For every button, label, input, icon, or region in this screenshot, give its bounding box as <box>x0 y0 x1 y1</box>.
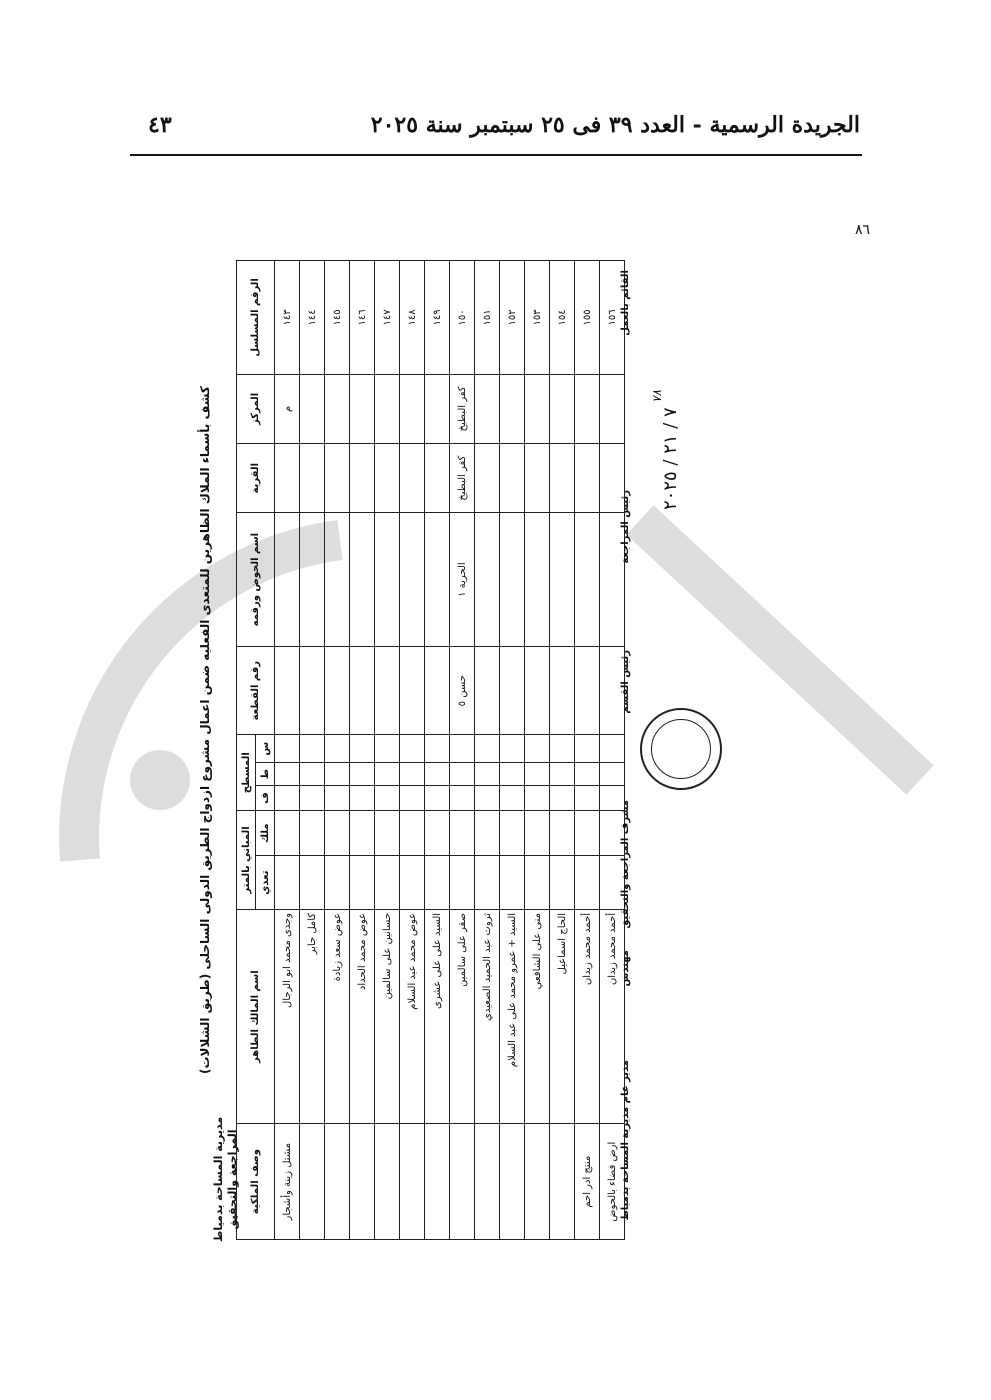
cell-building-own <box>475 811 500 856</box>
cell-property <box>300 1124 325 1240</box>
cell-building-encroach <box>425 856 450 910</box>
cell-area-t <box>575 763 600 786</box>
cell-serial: ١٥٥ <box>575 261 600 375</box>
table-row <box>500 261 525 1240</box>
cell-area-s <box>575 735 600 763</box>
cell-area-s <box>475 735 500 763</box>
col-markaz: المركز <box>237 374 275 443</box>
cell-owner: عوض محمد الحداد <box>350 909 375 1123</box>
cell-markaz <box>425 374 450 443</box>
table-row <box>275 261 300 1240</box>
cell-area-f <box>575 786 600 811</box>
table-row <box>475 261 500 1240</box>
col-area-f: ف <box>256 786 275 811</box>
cell-parcel <box>525 646 550 734</box>
cell-building-encroach <box>525 856 550 910</box>
cell-area-t <box>500 763 525 786</box>
cell-building-own <box>350 811 375 856</box>
ownership-table <box>236 260 625 1240</box>
cell-building-own <box>375 811 400 856</box>
cell-owner: عوض محمد عبد السلام <box>400 909 425 1123</box>
cell-markaz: م <box>275 374 300 443</box>
cell-owner: أحمد محمد زيدان <box>575 909 600 1123</box>
cell-area-f <box>275 786 300 811</box>
cell-building-encroach <box>550 856 575 910</box>
cell-markaz <box>500 374 525 443</box>
cell-parcel <box>350 646 375 734</box>
header-rule <box>130 154 862 156</box>
cell-parcel <box>325 646 350 734</box>
cell-parcel <box>550 646 575 734</box>
cell-basin <box>375 513 400 647</box>
cell-property: ارض فضاء بالحوض <box>600 1124 625 1240</box>
cell-basin <box>350 513 375 647</box>
cell-serial: ١٥٢ <box>500 261 525 375</box>
cell-parcel: حسن ٥ <box>450 646 475 734</box>
sig-supervisor-label: مشرف المراجعة والتحقيق <box>620 800 631 929</box>
table-row <box>525 261 550 1240</box>
cell-parcel <box>425 646 450 734</box>
cell-building-own <box>550 811 575 856</box>
sig-engineer-label: رئيس القسم <box>620 650 631 714</box>
col-parcel: رقم القطعة <box>237 646 275 734</box>
cell-owner: عوض سعد زيادة <box>325 909 350 1123</box>
cell-markaz <box>325 374 350 443</box>
cell-property <box>400 1124 425 1240</box>
cell-serial: ١٤٥ <box>325 261 350 375</box>
table-row <box>350 261 375 1240</box>
cell-village <box>350 444 375 513</box>
cell-parcel <box>500 646 525 734</box>
cell-area-t <box>325 763 350 786</box>
table-row <box>550 261 575 1240</box>
cell-property <box>450 1124 475 1240</box>
sig-mark-78: ٧٨ <box>650 390 664 403</box>
cell-building-encroach <box>275 856 300 910</box>
cell-parcel <box>300 646 325 734</box>
cell-owner: وجدى محمد ابو الرجال <box>275 909 300 1123</box>
cell-serial: ١٤٩ <box>425 261 450 375</box>
cell-area-t <box>525 763 550 786</box>
cell-owner: أحمد محمد زيدان <box>600 909 625 1123</box>
cell-markaz <box>350 374 375 443</box>
col-area: المسطح <box>237 735 256 811</box>
table-row <box>425 261 450 1240</box>
cell-serial: ١٤٧ <box>375 261 400 375</box>
cell-area-f <box>325 786 350 811</box>
cell-village <box>325 444 350 513</box>
cell-owner: الحاج اسماعيل <box>550 909 575 1123</box>
cell-area-s <box>450 735 475 763</box>
cell-building-own <box>425 811 450 856</box>
cell-markaz <box>300 374 325 443</box>
cell-property <box>475 1124 500 1240</box>
cell-village <box>400 444 425 513</box>
cell-serial: ١٤٤ <box>300 261 325 375</box>
col-building: المباني بالمتر <box>237 811 256 910</box>
cell-building-own <box>300 811 325 856</box>
table-row <box>300 261 325 1240</box>
cell-area-s <box>400 735 425 763</box>
gazette-title: الجريدة الرسمية - العدد ٣٩ فى ٢٥ سبتمبر سنة ٢٠٢٥ <box>370 112 860 138</box>
cell-basin <box>575 513 600 647</box>
table-body <box>275 261 625 1240</box>
cell-area-f <box>525 786 550 811</box>
cell-markaz <box>375 374 400 443</box>
cell-basin: الحرية ١ <box>450 513 475 647</box>
signature-area <box>620 260 770 1240</box>
cell-serial: ١٥٠ <box>450 261 475 375</box>
cell-owner: السيد + عمرو محمد على عبد السلام <box>500 909 525 1123</box>
cell-building-encroach <box>450 856 475 910</box>
cell-serial: ١٤٨ <box>400 261 425 375</box>
cell-area-t <box>550 763 575 786</box>
department-line-1: مديرية المساحة بدمياط <box>212 1116 225 1242</box>
cell-area-t <box>400 763 425 786</box>
cell-area-f <box>350 786 375 811</box>
cell-markaz <box>550 374 575 443</box>
cell-basin <box>500 513 525 647</box>
cell-area-s <box>275 735 300 763</box>
cell-village <box>275 444 300 513</box>
table-row <box>575 261 600 1240</box>
cell-parcel <box>575 646 600 734</box>
cell-area-f <box>550 786 575 811</box>
col-area-t: ط <box>256 763 275 786</box>
cell-serial: ١٤٣ <box>275 261 300 375</box>
cell-basin <box>400 513 425 647</box>
cell-basin <box>325 513 350 647</box>
col-building-encroach: تعدي <box>256 856 275 910</box>
cell-area-f <box>450 786 475 811</box>
cell-area-f <box>400 786 425 811</box>
cell-area-s <box>500 735 525 763</box>
cell-village <box>425 444 450 513</box>
cell-parcel <box>375 646 400 734</box>
col-building-own: ملك <box>256 811 275 856</box>
cell-area-s <box>350 735 375 763</box>
cell-serial: ١٤٦ <box>350 261 375 375</box>
cell-village <box>550 444 575 513</box>
cell-building-encroach <box>375 856 400 910</box>
cell-markaz: كفر البطيخ <box>450 374 475 443</box>
cell-property <box>525 1124 550 1240</box>
cell-basin <box>525 513 550 647</box>
cell-markaz <box>475 374 500 443</box>
cell-building-encroach <box>400 856 425 910</box>
cell-building-encroach <box>475 856 500 910</box>
cell-building-own <box>275 811 300 856</box>
cell-area-s <box>425 735 450 763</box>
cell-property <box>550 1124 575 1240</box>
cell-building-own <box>575 811 600 856</box>
col-basin: اسم الحوض ورقمه <box>237 513 275 647</box>
rotated-document <box>190 210 790 1250</box>
document-title: كشف بأسماء الملاك الظاهرين للمتعدى الفعليه ضمن اعمال مشروع ازدواج الطريق الدولى الساحلى (طريق الشلالات) <box>198 386 212 1074</box>
corner-mark: ٨٦ <box>855 222 871 238</box>
cell-building-own <box>525 811 550 856</box>
stamp-date: ٧ / ٢١ / ٢٠٢٥ <box>660 407 681 510</box>
cell-property <box>375 1124 400 1240</box>
col-serial: الرقم المسلسل <box>237 261 275 375</box>
cell-owner: كامل جابر <box>300 909 325 1123</box>
cell-building-own <box>450 811 475 856</box>
cell-area-t <box>350 763 375 786</box>
cell-building-encroach <box>300 856 325 910</box>
col-property: وصف الملكية <box>237 1124 275 1240</box>
cell-area-s <box>525 735 550 763</box>
cell-village <box>300 444 325 513</box>
cell-owner: صقر على سالمين <box>450 909 475 1123</box>
col-owner: اسم المالك الظاهر <box>237 909 275 1123</box>
cell-area-s <box>375 735 400 763</box>
page-number: ٤٣ <box>148 112 172 138</box>
cell-area-f <box>425 786 450 811</box>
cell-area-s <box>325 735 350 763</box>
cell-serial: ١٥٦ <box>600 261 625 375</box>
cell-parcel <box>475 646 500 734</box>
cell-village <box>375 444 400 513</box>
table-row <box>450 261 475 1240</box>
cell-area-t <box>300 763 325 786</box>
cell-building-own <box>325 811 350 856</box>
department-line-2: المراجعة والتحقيق <box>226 1129 239 1230</box>
page-header <box>130 112 860 152</box>
official-seal <box>640 708 722 790</box>
cell-area-t <box>450 763 475 786</box>
sig-eng-label: مهندس <box>620 950 631 987</box>
cell-basin <box>475 513 500 647</box>
cell-building-encroach <box>575 856 600 910</box>
cell-area-s <box>550 735 575 763</box>
cell-serial: ١٥٤ <box>550 261 575 375</box>
cell-property: مشتل زينة وأشجار <box>275 1124 300 1240</box>
cell-building-encroach <box>350 856 375 910</box>
cell-owner: حسانين على سالمين <box>375 909 400 1123</box>
cell-area-s <box>300 735 325 763</box>
cell-village <box>575 444 600 513</box>
cell-area-t <box>375 763 400 786</box>
cell-serial: ١٥١ <box>475 261 500 375</box>
cell-area-f <box>475 786 500 811</box>
cell-parcel <box>400 646 425 734</box>
cell-village <box>475 444 500 513</box>
cell-basin <box>425 513 450 647</box>
cell-basin <box>300 513 325 647</box>
cell-property <box>425 1124 450 1240</box>
cell-area-t <box>425 763 450 786</box>
cell-village: كفر البطيخ <box>450 444 475 513</box>
cell-property <box>325 1124 350 1240</box>
sig-prepared-label: القائم بالعمل <box>620 270 631 336</box>
cell-village <box>525 444 550 513</box>
table-row <box>325 261 350 1240</box>
cell-area-f <box>300 786 325 811</box>
cell-basin <box>550 513 575 647</box>
cell-area-t <box>275 763 300 786</box>
cell-building-own <box>400 811 425 856</box>
cell-property: منتج ادر احم <box>575 1124 600 1240</box>
table-row <box>400 261 425 1240</box>
cell-basin <box>275 513 300 647</box>
cell-village <box>500 444 525 513</box>
cell-markaz <box>400 374 425 443</box>
sig-reviewed-label: رئيس المراجعة <box>620 490 631 564</box>
table-row <box>375 261 400 1240</box>
sig-director-label: مدير عام مديرية المساحة بدمياط <box>620 1060 631 1221</box>
cell-owner: منى على الشافعي <box>525 909 550 1123</box>
cell-markaz <box>575 374 600 443</box>
cell-area-f <box>375 786 400 811</box>
cell-building-encroach <box>325 856 350 910</box>
cell-property <box>500 1124 525 1240</box>
cell-serial: ١٥٣ <box>525 261 550 375</box>
cell-area-t <box>475 763 500 786</box>
cell-building-own <box>500 811 525 856</box>
cell-markaz <box>525 374 550 443</box>
col-area-s: س <box>256 735 275 763</box>
cell-owner: ثروت عبد الحميد الصعيدي <box>475 909 500 1123</box>
cell-parcel <box>275 646 300 734</box>
cell-owner: السيد على على عشرى <box>425 909 450 1123</box>
cell-area-f <box>500 786 525 811</box>
table-header-row <box>237 261 256 1240</box>
col-village: القرية <box>237 444 275 513</box>
cell-building-encroach <box>500 856 525 910</box>
cell-property <box>350 1124 375 1240</box>
